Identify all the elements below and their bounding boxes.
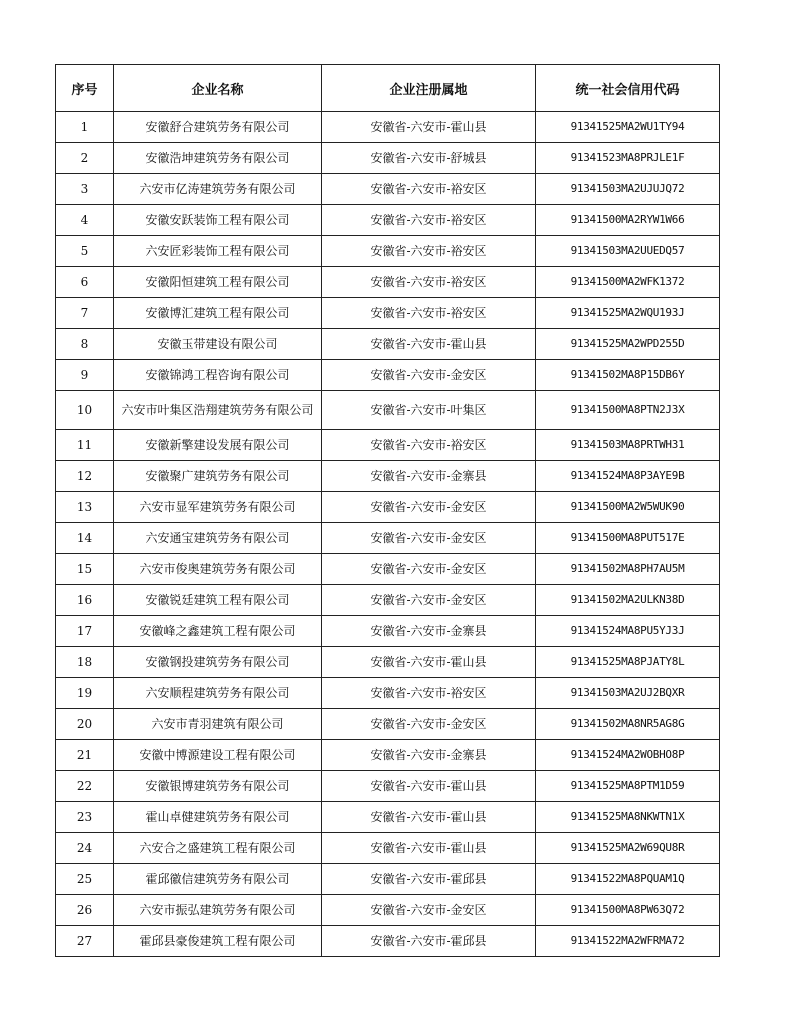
credit-code-cell: 91341503MA2UJ2BQXR — [536, 678, 720, 709]
table-row — [56, 740, 720, 771]
table-row — [56, 709, 720, 740]
table-row — [56, 360, 720, 391]
company-name-cell: 六安通宝建筑劳务有限公司 — [114, 523, 322, 554]
credit-code-cell: 91341525MA8NKWTN1X — [536, 802, 720, 833]
registration-location-cell: 安徽省-六安市-霍山县 — [322, 647, 536, 678]
registration-location-cell: 安徽省-六安市-霍山县 — [322, 771, 536, 802]
table-row — [56, 554, 720, 585]
serial-number-cell: 4 — [56, 205, 114, 236]
table-row — [56, 267, 720, 298]
serial-number-cell: 2 — [56, 143, 114, 174]
registration-location-cell: 安徽省-六安市-金安区 — [322, 554, 536, 585]
serial-number-cell: 23 — [56, 802, 114, 833]
header-row — [56, 65, 720, 112]
table-row — [56, 585, 720, 616]
serial-number-cell: 12 — [56, 461, 114, 492]
serial-number-cell: 22 — [56, 771, 114, 802]
serial-number-cell: 8 — [56, 329, 114, 360]
header-serial-number: 序号 — [56, 65, 114, 112]
company-name-cell: 安徽博汇建筑工程有限公司 — [114, 298, 322, 329]
registration-location-cell: 安徽省-六安市-裕安区 — [322, 430, 536, 461]
credit-code-cell: 91341500MA2W5WUK90 — [536, 492, 720, 523]
serial-number-cell: 21 — [56, 740, 114, 771]
serial-number-cell: 6 — [56, 267, 114, 298]
header-company-name: 企业名称 — [114, 65, 322, 112]
company-name-cell: 安徽峰之鑫建筑工程有限公司 — [114, 616, 322, 647]
credit-code-cell: 91341525MA8PJATY8L — [536, 647, 720, 678]
table-row — [56, 461, 720, 492]
serial-number-cell: 10 — [56, 391, 114, 430]
serial-number-cell: 13 — [56, 492, 114, 523]
registration-location-cell: 安徽省-六安市-舒城县 — [322, 143, 536, 174]
registration-location-cell: 安徽省-六安市-金安区 — [322, 585, 536, 616]
table-row — [56, 236, 720, 267]
serial-number-cell: 11 — [56, 430, 114, 461]
registration-location-cell: 安徽省-六安市-霍山县 — [322, 112, 536, 143]
table-row — [56, 678, 720, 709]
company-name-cell: 安徽舒合建筑劳务有限公司 — [114, 112, 322, 143]
company-name-cell: 安徽玉带建设有限公司 — [114, 329, 322, 360]
table-row — [56, 926, 720, 957]
registration-location-cell: 安徽省-六安市-金安区 — [322, 709, 536, 740]
company-registry-table — [55, 64, 720, 957]
credit-code-cell: 91341525MA2W69QU8R — [536, 833, 720, 864]
registration-location-cell: 安徽省-六安市-裕安区 — [322, 678, 536, 709]
company-name-cell: 安徽安跃装饰工程有限公司 — [114, 205, 322, 236]
serial-number-cell: 20 — [56, 709, 114, 740]
company-name-cell: 安徽新擎建设发展有限公司 — [114, 430, 322, 461]
registration-location-cell: 安徽省-六安市-裕安区 — [322, 236, 536, 267]
company-name-cell: 霍邱县豪俊建筑工程有限公司 — [114, 926, 322, 957]
serial-number-cell: 7 — [56, 298, 114, 329]
registration-location-cell: 安徽省-六安市-霍山县 — [322, 329, 536, 360]
registration-location-cell: 安徽省-六安市-霍山县 — [322, 833, 536, 864]
table-row — [56, 174, 720, 205]
credit-code-cell: 91341502MA8P15DB6Y — [536, 360, 720, 391]
credit-code-cell: 91341503MA2UJUJQ72 — [536, 174, 720, 205]
header-registration-location: 企业注册属地 — [322, 65, 536, 112]
serial-number-cell: 19 — [56, 678, 114, 709]
table-row — [56, 895, 720, 926]
credit-code-cell: 91341523MA8PRJLE1F — [536, 143, 720, 174]
registration-location-cell: 安徽省-六安市-金安区 — [322, 360, 536, 391]
registration-location-cell: 安徽省-六安市-裕安区 — [322, 267, 536, 298]
serial-number-cell: 25 — [56, 864, 114, 895]
credit-code-cell: 91341525MA8PTM1D59 — [536, 771, 720, 802]
registration-location-cell: 安徽省-六安市-霍山县 — [322, 802, 536, 833]
company-name-cell: 六安市青羽建筑有限公司 — [114, 709, 322, 740]
credit-code-cell: 91341522MA8PQUAM1Q — [536, 864, 720, 895]
company-name-cell: 六安市俊奥建筑劳务有限公司 — [114, 554, 322, 585]
company-name-cell: 霍山卓健建筑劳务有限公司 — [114, 802, 322, 833]
registration-location-cell: 安徽省-六安市-霍邱县 — [322, 926, 536, 957]
serial-number-cell: 14 — [56, 523, 114, 554]
table-row — [56, 833, 720, 864]
table-row — [56, 205, 720, 236]
credit-code-cell: 91341525MA2WPD255D — [536, 329, 720, 360]
table-row — [56, 112, 720, 143]
table-row — [56, 771, 720, 802]
credit-code-cell: 91341500MA8PUT517E — [536, 523, 720, 554]
company-name-cell: 安徽银博建筑劳务有限公司 — [114, 771, 322, 802]
table-row — [56, 523, 720, 554]
company-name-cell: 安徽锦鸿工程咨询有限公司 — [114, 360, 322, 391]
registration-location-cell: 安徽省-六安市-裕安区 — [322, 174, 536, 205]
serial-number-cell: 3 — [56, 174, 114, 205]
company-name-cell: 六安匠彩装饰工程有限公司 — [114, 236, 322, 267]
company-name-cell: 安徽锐廷建筑工程有限公司 — [114, 585, 322, 616]
serial-number-cell: 24 — [56, 833, 114, 864]
registration-location-cell: 安徽省-六安市-金安区 — [322, 895, 536, 926]
credit-code-cell: 91341500MA8PW63Q72 — [536, 895, 720, 926]
registration-location-cell: 安徽省-六安市-金寨县 — [322, 740, 536, 771]
registration-location-cell: 安徽省-六安市-金寨县 — [322, 461, 536, 492]
table-row — [56, 391, 720, 430]
serial-number-cell: 1 — [56, 112, 114, 143]
credit-code-cell: 91341522MA2WFRMA72 — [536, 926, 720, 957]
table-row — [56, 430, 720, 461]
serial-number-cell: 18 — [56, 647, 114, 678]
company-name-cell: 霍邱徽信建筑劳务有限公司 — [114, 864, 322, 895]
company-name-cell: 安徽钢投建筑劳务有限公司 — [114, 647, 322, 678]
company-name-cell: 六安市振弘建筑劳务有限公司 — [114, 895, 322, 926]
company-name-cell: 六安市叶集区浩翔建筑劳务有限公司 — [114, 391, 322, 430]
company-name-cell: 六安市显军建筑劳务有限公司 — [114, 492, 322, 523]
credit-code-cell: 91341500MA2RYW1W66 — [536, 205, 720, 236]
table-row — [56, 864, 720, 895]
table-row — [56, 802, 720, 833]
serial-number-cell: 9 — [56, 360, 114, 391]
serial-number-cell: 26 — [56, 895, 114, 926]
company-name-cell: 安徽聚广建筑劳务有限公司 — [114, 461, 322, 492]
registration-location-cell: 安徽省-六安市-裕安区 — [322, 205, 536, 236]
serial-number-cell: 15 — [56, 554, 114, 585]
company-name-cell: 六安顺程建筑劳务有限公司 — [114, 678, 322, 709]
company-name-cell: 六安市亿涛建筑劳务有限公司 — [114, 174, 322, 205]
table-row — [56, 329, 720, 360]
credit-code-cell: 91341525MA2WQU193J — [536, 298, 720, 329]
registration-location-cell: 安徽省-六安市-霍邱县 — [322, 864, 536, 895]
credit-code-cell: 91341503MA2UUEDQ57 — [536, 236, 720, 267]
credit-code-cell: 91341500MA8PTN2J3X — [536, 391, 720, 430]
credit-code-cell: 91341502MA2ULKN38D — [536, 585, 720, 616]
serial-number-cell: 17 — [56, 616, 114, 647]
credit-code-cell: 91341525MA2WU1TY94 — [536, 112, 720, 143]
credit-code-cell: 91341500MA2WFK1372 — [536, 267, 720, 298]
table-row — [56, 492, 720, 523]
credit-code-cell: 91341503MA8PRTWH31 — [536, 430, 720, 461]
serial-number-cell: 5 — [56, 236, 114, 267]
serial-number-cell: 16 — [56, 585, 114, 616]
credit-code-cell: 91341502MA8NR5AG8G — [536, 709, 720, 740]
credit-code-cell: 91341524MA8PU5YJ3J — [536, 616, 720, 647]
table-row — [56, 143, 720, 174]
registration-location-cell: 安徽省-六安市-叶集区 — [322, 391, 536, 430]
company-name-cell: 安徽浩坤建筑劳务有限公司 — [114, 143, 322, 174]
serial-number-cell: 27 — [56, 926, 114, 957]
company-name-cell: 六安合之盛建筑工程有限公司 — [114, 833, 322, 864]
table-row — [56, 616, 720, 647]
company-name-cell: 安徽中博源建设工程有限公司 — [114, 740, 322, 771]
table-row — [56, 298, 720, 329]
registration-location-cell: 安徽省-六安市-金安区 — [322, 492, 536, 523]
credit-code-cell: 91341502MA8PH7AU5M — [536, 554, 720, 585]
credit-code-cell: 91341524MA8P3AYE9B — [536, 461, 720, 492]
table-row — [56, 647, 720, 678]
registration-location-cell: 安徽省-六安市-金寨县 — [322, 616, 536, 647]
credit-code-cell: 91341524MA2WOBHO8P — [536, 740, 720, 771]
company-name-cell: 安徽阳恒建筑工程有限公司 — [114, 267, 322, 298]
header-credit-code: 统一社会信用代码 — [536, 65, 720, 112]
registration-location-cell: 安徽省-六安市-裕安区 — [322, 298, 536, 329]
registration-location-cell: 安徽省-六安市-金安区 — [322, 523, 536, 554]
